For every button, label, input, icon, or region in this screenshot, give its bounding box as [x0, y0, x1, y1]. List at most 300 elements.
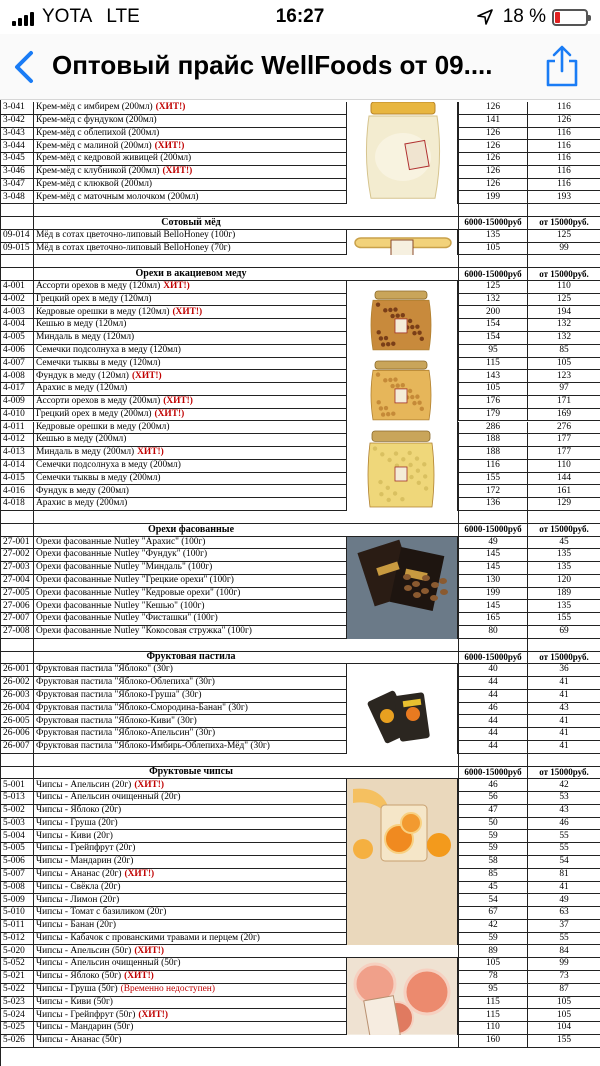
price-tier-1-text: 200 — [485, 306, 501, 317]
price-tier-1 — [458, 664, 528, 676]
price-tier-1-text: 50 — [488, 817, 498, 828]
price-row — [0, 485, 600, 498]
product-code-text: 27-001 — [3, 536, 30, 547]
price-tier-2-text: 41 — [559, 728, 569, 739]
product-code-text: 4-006 — [3, 344, 25, 355]
price-tier-2 — [528, 1022, 600, 1034]
price-tier-1 — [458, 140, 528, 152]
product-code-text: 26-004 — [3, 702, 30, 713]
price-tier-1-text: 46 — [488, 779, 498, 790]
product-code — [1, 1009, 34, 1021]
product-name-text: Чипсы - Грейпфрут (20г) — [36, 843, 136, 854]
product-code-text: 5-022 — [3, 983, 25, 994]
price-tier-2-text: 45 — [559, 536, 569, 547]
price-row — [0, 191, 600, 204]
price-tier-2 — [528, 933, 600, 945]
product-code-text: 5-021 — [3, 971, 25, 982]
product-name-text: Чипсы - Апельсин (50г) — [36, 945, 132, 956]
product-code — [1, 1022, 34, 1034]
price-tier-1-text: 45 — [488, 881, 498, 892]
product-code — [1, 613, 34, 625]
product-code-text: 5-011 — [3, 920, 25, 931]
product-name — [34, 805, 346, 817]
price-tier-1 — [458, 958, 528, 970]
price-row — [0, 984, 600, 997]
price-tier-1-text: 116 — [486, 460, 500, 470]
price-tier-1-text: 59 — [488, 830, 498, 841]
product-name — [34, 537, 346, 549]
price-tier-2-header — [528, 217, 600, 229]
price-tier-2-text: 43 — [559, 805, 569, 816]
price-tier-2 — [528, 997, 600, 1009]
product-name — [34, 294, 346, 306]
price-tier-1-text: 89 — [488, 945, 498, 956]
price-tier-2-text: 129 — [556, 498, 572, 509]
product-name — [34, 345, 346, 357]
product-name — [34, 128, 346, 140]
price-tier-1-text: 67 — [488, 907, 498, 918]
product-name-text: Крем-мёд с облепихой (200мл) — [36, 127, 160, 138]
price-table — [0, 100, 600, 1066]
product-name-text: Крем-мёд с маточным молочком (200мл) — [36, 191, 199, 202]
section-header-row — [0, 217, 600, 230]
product-code-text: 4-008 — [3, 370, 25, 381]
product-name-text: Крем-мёд с имбирем (200мл) — [36, 102, 153, 113]
price-tier-1 — [458, 243, 528, 255]
price-tier-1 — [458, 588, 528, 600]
price-tier-2-text: 84 — [559, 945, 569, 956]
price-tier-2 — [528, 102, 600, 114]
price-tier-2-text: 105 — [556, 357, 572, 368]
product-name — [34, 728, 346, 740]
product-name — [34, 945, 346, 957]
price-tier-1-text: 115 — [486, 1009, 500, 1020]
price-tier-1-text: 125 — [485, 281, 501, 292]
product-name-text: Чипсы - Мандарин (20г) — [36, 856, 134, 867]
price-tier-2 — [528, 894, 600, 906]
price-tier-2-text: 177 — [556, 434, 572, 445]
price-tier-2 — [528, 383, 600, 395]
product-code — [1, 498, 34, 510]
battery-icon — [552, 9, 588, 26]
product-name-text: Чипсы - Яблоко (50г) — [36, 971, 122, 982]
product-name — [34, 792, 346, 804]
price-tier-1 — [458, 102, 528, 114]
price-row — [0, 920, 600, 933]
product-code-text: 5-004 — [3, 830, 25, 841]
product-code — [1, 971, 34, 983]
price-row — [0, 179, 600, 192]
price-tier-2-text: 189 — [556, 587, 572, 598]
product-code-text: 4-004 — [3, 319, 25, 330]
price-tier-1 — [458, 728, 528, 740]
product-code — [1, 703, 34, 715]
price-tier-2 — [528, 332, 600, 344]
price-row — [0, 115, 600, 128]
product-code — [1, 217, 34, 229]
hit-badge: (ХИТ!) — [154, 408, 185, 419]
price-tier-2-text: 171 — [556, 396, 572, 407]
price-tier-1 — [458, 920, 528, 932]
product-code — [1, 588, 34, 600]
product-name-text: Мёд в сотах цветочно-липовый BelloHoney (70г) — [36, 242, 231, 253]
price-tier-1 — [458, 294, 528, 306]
product-name-text: Арахис в меду (200мл) — [36, 498, 128, 509]
price-tier-2 — [528, 882, 600, 894]
price-tier-1-text: 80 — [488, 626, 498, 637]
price-row — [0, 460, 600, 473]
product-name — [34, 984, 346, 996]
document-title: Оптовый прайс WellFoods от 09.... — [52, 50, 493, 80]
product-code — [1, 396, 34, 408]
price-tier-1 — [458, 230, 528, 242]
price-tier-2-text: 105 — [556, 996, 572, 1007]
product-name-text: Семечки подсолнуха в меду (120мл) — [36, 344, 181, 355]
price-tier-2-text: 55 — [559, 830, 569, 841]
price-tier-2-text: 99 — [559, 958, 569, 969]
price-tier-1-text: 143 — [485, 370, 501, 381]
product-name — [34, 102, 346, 114]
price-tier-1 — [458, 153, 528, 165]
price-tier-2-text: 126 — [556, 114, 572, 125]
price-tier-1 — [458, 715, 528, 727]
price-tier-1-text: 78 — [488, 971, 498, 982]
product-name — [34, 447, 346, 459]
product-code-text: 3-047 — [3, 178, 25, 189]
price-tier-2 — [528, 473, 600, 485]
product-name-text: Чипсы - Ананас (20г) — [36, 868, 122, 879]
product-name-text: Чипсы - Ананас (50г) — [36, 1035, 122, 1046]
price-tier-1-text: 135 — [485, 229, 501, 240]
product-code — [1, 409, 34, 421]
product-name-text: Грецкий орех в меду (120мл) — [36, 293, 152, 304]
product-code — [1, 549, 34, 561]
price-row — [0, 153, 600, 166]
product-name-text: Орехи фасованные Nutley "Кокосовая стружка" (100г) — [36, 626, 252, 637]
price-tier-2 — [528, 818, 600, 830]
price-tier-2-text: 85 — [559, 344, 569, 355]
price-tier-2 — [528, 920, 600, 932]
product-name-text: Арахис в меду (120мл) — [36, 383, 128, 394]
product-code-text: 27-003 — [3, 562, 30, 573]
product-code-text: 27-008 — [3, 626, 30, 637]
back-button[interactable] — [6, 48, 44, 86]
section-title — [34, 652, 346, 664]
price-row — [0, 434, 600, 447]
price-row — [0, 997, 600, 1010]
price-tier-2 — [528, 626, 600, 638]
product-code — [1, 294, 34, 306]
product-code-text: 4-016 — [3, 485, 25, 496]
product-code — [1, 153, 34, 165]
price-tier-1-text: 188 — [485, 434, 501, 445]
product-code — [1, 779, 34, 791]
product-code-text: 5-013 — [3, 792, 25, 803]
product-name-text: Кедровые орешки в меду (120мл) — [36, 306, 170, 317]
product-code-text: 3-048 — [3, 191, 25, 202]
product-name — [34, 997, 346, 1009]
price-tier-2-text: 87 — [559, 983, 569, 994]
price-tier-1 — [458, 179, 528, 191]
product-code — [1, 920, 34, 932]
status-bar — [0, 0, 600, 34]
price-tier-2 — [528, 677, 600, 689]
product-code-text: 5-008 — [3, 881, 25, 892]
hit-badge: (ХИТ!) — [124, 971, 154, 982]
price-row — [0, 562, 600, 575]
price-tier-1 — [458, 473, 528, 485]
hit-badge: (ХИТ!) — [124, 868, 155, 879]
spacer-row — [0, 255, 600, 268]
price-tier-2-header — [528, 524, 600, 536]
price-tier-2 — [528, 664, 600, 676]
product-code-text: 3-041 — [3, 102, 25, 113]
price-tier-1 — [458, 843, 528, 855]
product-name-text: Орехи фасованные Nutley "Кешью" (100г) — [36, 600, 205, 611]
price-tier-1-text: 95 — [488, 344, 498, 355]
product-code — [1, 128, 34, 140]
product-name — [34, 958, 346, 970]
price-tier-2 — [528, 856, 600, 868]
price-tier-1-text: 126 — [485, 166, 501, 177]
product-code-text: 5-001 — [3, 779, 25, 790]
price-tier-1 — [458, 933, 528, 945]
price-tier-2 — [528, 1035, 600, 1047]
price-tier-2-text: 116 — [557, 140, 571, 151]
price-tier-1-text: 44 — [488, 715, 498, 726]
price-tier-1 — [458, 703, 528, 715]
price-tier-2 — [528, 715, 600, 727]
price-tier-2 — [528, 447, 600, 459]
product-name — [34, 358, 346, 370]
price-row — [0, 856, 600, 869]
share-button[interactable] — [544, 44, 580, 88]
price-tier-1-text: 179 — [485, 408, 501, 419]
product-name-text: Мёд в сотах цветочно-липовый BelloHoney (100г) — [36, 229, 236, 240]
product-code-text: 4-014 — [3, 460, 25, 470]
price-tier-2-header — [528, 268, 600, 280]
price-tier-1 — [458, 191, 528, 203]
product-name — [34, 575, 346, 587]
price-tier-2 — [528, 575, 600, 587]
product-name — [34, 664, 346, 676]
product-name — [34, 319, 346, 331]
product-code — [1, 818, 34, 830]
product-code-text: 5-006 — [3, 856, 25, 867]
product-name — [34, 1035, 346, 1047]
price-tier-1-text: 85 — [488, 868, 498, 879]
product-name — [34, 613, 346, 625]
product-code-text: 27-004 — [3, 575, 30, 586]
price-tier-2 — [528, 600, 600, 612]
product-code — [1, 767, 34, 779]
product-name-text: Крем-мёд с кедровой живицей (200мл) — [36, 153, 192, 164]
product-code-text: 26-001 — [3, 664, 30, 675]
price-tier-1 — [458, 997, 528, 1009]
product-code-text: 3-042 — [3, 114, 25, 125]
price-tier-2 — [528, 396, 600, 408]
price-tier-2-header-text: от 15000руб. — [539, 217, 589, 228]
price-tier-1-text: 126 — [485, 140, 501, 151]
product-code — [1, 140, 34, 152]
price-tier-2-text: 177 — [556, 447, 572, 458]
product-name — [34, 230, 346, 242]
product-name — [34, 600, 346, 612]
price-tier-2 — [528, 728, 600, 740]
price-tier-2-header-text: от 15000руб. — [539, 766, 589, 777]
price-tier-1-text: 176 — [485, 396, 501, 407]
price-row — [0, 843, 600, 856]
price-tier-1-text: 132 — [485, 293, 501, 304]
price-row — [0, 243, 600, 256]
product-code — [1, 319, 34, 331]
price-tier-1-text: 59 — [488, 843, 498, 854]
product-name — [34, 166, 346, 178]
product-code — [1, 102, 34, 114]
price-row — [0, 306, 600, 319]
product-code — [1, 664, 34, 676]
price-tier-2-text: 123 — [556, 370, 572, 381]
price-tier-1-text: 58 — [488, 856, 498, 867]
price-tier-2 — [528, 971, 600, 983]
product-code — [1, 805, 34, 817]
price-tier-1 — [458, 626, 528, 638]
price-tier-1 — [458, 894, 528, 906]
section-header-row — [0, 268, 600, 281]
price-tier-1-text: 47 — [488, 805, 498, 816]
product-code-text: 09-014 — [3, 229, 30, 240]
price-tier-1 — [458, 537, 528, 549]
price-tier-1-text: 145 — [485, 549, 501, 560]
product-name-text: Чипсы - Груша (50г) — [36, 983, 118, 994]
price-tier-1 — [458, 869, 528, 881]
product-name — [34, 894, 346, 906]
price-row — [0, 358, 600, 371]
price-tier-1 — [458, 460, 528, 472]
product-name — [34, 626, 346, 638]
price-tier-2-header — [528, 767, 600, 779]
price-tier-1-text: 44 — [488, 677, 498, 688]
product-name-text: Крем-мёд с клубникой (200мл) — [36, 166, 160, 177]
product-name-text: Чипсы - Грейпфрут (50г) — [36, 1009, 136, 1020]
price-tier-1-text: 145 — [485, 562, 501, 573]
product-name — [34, 306, 346, 318]
price-row — [0, 933, 600, 946]
clock: 16:27 — [275, 6, 325, 27]
product-name-text: Чипсы - Яблоко (20г) — [36, 805, 122, 816]
product-code-text: 27-002 — [3, 549, 30, 560]
price-tier-2-text: 41 — [559, 741, 569, 752]
product-code-text: 4-001 — [3, 281, 25, 292]
hit-badge: (ХИТ!) — [154, 140, 185, 151]
price-row — [0, 128, 600, 141]
price-tier-2 — [528, 166, 600, 178]
price-tier-1 — [458, 115, 528, 127]
price-tier-2-text: 36 — [559, 664, 569, 675]
section-title-text: Фруктовые чипсы — [149, 766, 233, 778]
price-row — [0, 332, 600, 345]
price-tier-1 — [458, 306, 528, 318]
product-name — [34, 588, 346, 600]
product-code-text: 26-003 — [3, 690, 30, 701]
product-code — [1, 485, 34, 497]
price-tier-1 — [458, 1009, 528, 1021]
price-tier-2-text: 97 — [559, 383, 569, 394]
price-list-document[interactable] — [0, 100, 600, 1066]
carrier-name: YOTA — [42, 6, 93, 27]
product-code — [1, 856, 34, 868]
price-tier-1-text: 105 — [485, 383, 501, 394]
price-tier-1 — [458, 396, 528, 408]
product-name-text: Орехи фасованные Nutley "Арахис" (100г) — [36, 536, 206, 547]
price-tier-2-text: 135 — [556, 562, 572, 573]
price-tier-1-text: 49 — [488, 536, 498, 547]
product-code — [1, 370, 34, 382]
price-tier-2 — [528, 358, 600, 370]
price-tier-1-text: 286 — [485, 421, 501, 432]
product-name-text: Крем-мёд с клюквой (200мл) — [36, 178, 152, 189]
battery-percent: 18 % — [502, 6, 546, 27]
product-name-text: Чипсы - Мандарин (50г) — [36, 1022, 134, 1033]
product-name — [34, 703, 346, 715]
price-tier-2-text: 46 — [559, 817, 569, 828]
spacer-row — [0, 754, 600, 767]
price-tier-2-text: 125 — [556, 293, 572, 304]
price-row — [0, 715, 600, 728]
navigation-bar — [0, 34, 600, 100]
product-name — [34, 1022, 346, 1034]
price-tier-1 — [458, 319, 528, 331]
price-tier-2 — [528, 690, 600, 702]
section-title — [34, 217, 346, 229]
product-name-text: Чипсы - Киви (20г) — [36, 830, 113, 841]
price-row — [0, 473, 600, 486]
product-code — [1, 447, 34, 459]
price-tier-1-text: 126 — [485, 102, 501, 113]
price-row — [0, 166, 600, 179]
price-tier-2-text: 155 — [556, 613, 572, 624]
price-tier-2-header-text: от 15000руб. — [539, 651, 589, 662]
price-tier-2-text: 169 — [556, 408, 572, 419]
product-name-text: Фруктовая пастила "Яблоко-Апельсин" (30г) — [36, 728, 216, 739]
price-tier-1-header — [458, 217, 528, 229]
price-tier-2-text: 194 — [556, 306, 572, 317]
price-tier-2 — [528, 805, 600, 817]
product-name — [34, 115, 346, 127]
price-row — [0, 549, 600, 562]
product-code-text: 5-020 — [3, 945, 25, 956]
price-row — [0, 779, 600, 792]
product-code — [1, 306, 34, 318]
price-tier-2 — [528, 345, 600, 357]
price-tier-1-text: 130 — [485, 575, 501, 586]
product-name-text: Ассорти орехов в меду (200мл) — [36, 396, 161, 407]
location-arrow-icon — [477, 9, 493, 25]
cream-honey-jar-image — [346, 102, 458, 204]
price-tier-1-text: 155 — [485, 472, 501, 483]
price-tier-1-text: 44 — [488, 728, 498, 739]
product-name-text: Чипсы - Банан (20г) — [36, 920, 116, 931]
price-tier-1 — [458, 907, 528, 919]
price-tier-1-text: 136 — [485, 498, 501, 509]
product-code — [1, 460, 34, 472]
share-icon — [544, 44, 580, 88]
product-name-text: Фундук в меду (120мл) — [36, 370, 129, 381]
product-name-text: Кешью в меду (200мл) — [36, 434, 127, 445]
product-code — [1, 945, 34, 957]
price-tier-2-text: 53 — [559, 792, 569, 803]
product-code-text: 4-009 — [3, 396, 25, 407]
